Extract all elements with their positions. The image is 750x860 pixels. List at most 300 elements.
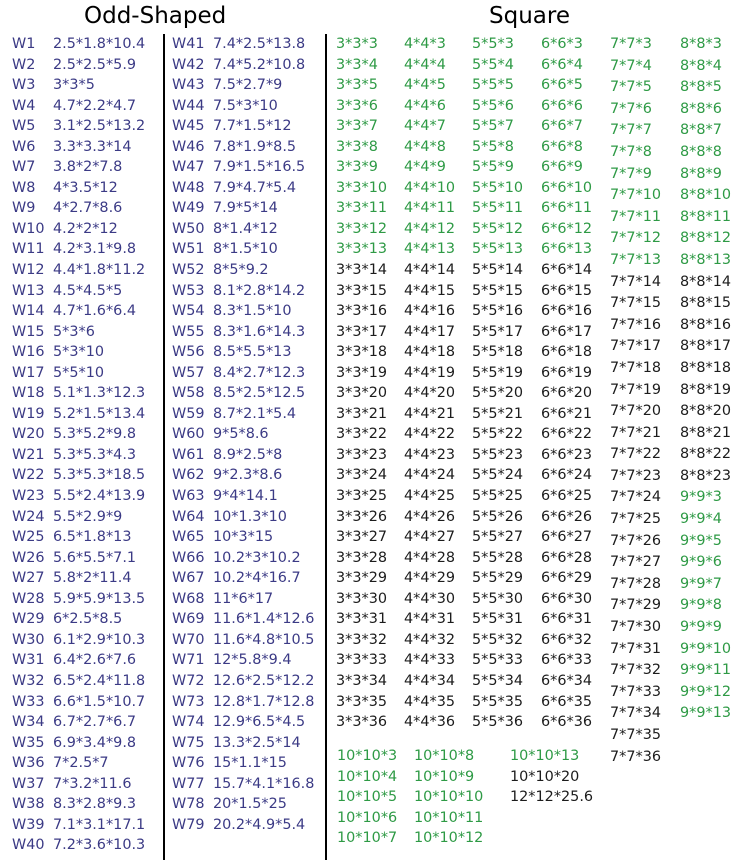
square-size-cell: 4*4*11 — [404, 200, 456, 217]
square-size-cell: 3*3*30 — [336, 590, 388, 607]
square-size-cell: 5*5*32 — [472, 631, 524, 648]
odd-shaped-row — [12, 363, 145, 384]
square-size-cell: 4*4*22 — [404, 426, 456, 443]
square-size-cell: 7*7*28 — [610, 575, 662, 592]
square-size-cell: 10*10*13 — [510, 748, 580, 764]
square-size-cell: 5*5*28 — [472, 549, 524, 566]
square-column-5 — [472, 34, 523, 733]
item-id: W18 — [12, 385, 45, 402]
square-size-cell: 8*8*18 — [680, 359, 732, 376]
item-id: W13 — [12, 282, 45, 299]
square-column-8-9 — [680, 34, 731, 725]
item-id: W11 — [12, 241, 45, 258]
square-size-cell: 4*4*21 — [404, 405, 456, 422]
square-size-cell: 6*6*35 — [541, 693, 593, 710]
item-dimensions: 10.2*4*16.7 — [213, 570, 301, 587]
item-dimensions: 8.1*2.8*14.2 — [213, 282, 306, 299]
item-id: W26 — [12, 549, 45, 566]
square-size-cell: 4*4*24 — [404, 467, 456, 484]
square-size-cell: 7*7*14 — [610, 273, 662, 290]
odd-shaped-row — [172, 774, 314, 795]
square-size-cell: 8*8*15 — [680, 295, 732, 312]
item-id: W2 — [12, 56, 36, 73]
item-id: W70 — [172, 631, 205, 648]
square-size-cell: 4*4*26 — [404, 508, 456, 525]
item-dimensions: 12.8*1.7*12.8 — [213, 693, 315, 710]
item-dimensions: 5.3*5.3*18.5 — [53, 467, 146, 484]
square-size-cell: 10*10*4 — [337, 768, 398, 785]
item-dimensions: 3.3*3.3*14 — [53, 138, 132, 155]
square-size-cell: 7*7*35 — [610, 727, 662, 743]
square-size-cell: 10*10*12 — [414, 830, 484, 847]
square-size-cell: 6*6*26 — [541, 508, 593, 525]
item-id: W31 — [12, 652, 45, 669]
square-size-cell: 5*5*13 — [472, 241, 524, 258]
square-size-cell: 6*6*6 — [541, 97, 583, 114]
item-id: W75 — [172, 734, 205, 751]
square-size-cell: 4*4*32 — [404, 631, 456, 648]
square-size-cell: 6*6*18 — [541, 344, 593, 361]
item-dimensions: 5*5*10 — [53, 364, 105, 381]
square-size-cell: 9*9*12 — [680, 683, 732, 700]
square-size-cell: 6*6*27 — [541, 529, 593, 546]
odd-shaped-row — [12, 507, 145, 528]
odd-shaped-row — [12, 650, 145, 671]
odd-shaped-row — [12, 342, 145, 363]
item-dimensions: 13.3*2.5*14 — [213, 734, 301, 751]
odd-shaped-row — [172, 671, 314, 692]
item-dimensions: 4.2*3.1*9.8 — [53, 241, 137, 258]
square-size-cell: 4*4*4 — [404, 56, 446, 73]
item-dimensions: 4.5*4.5*5 — [53, 282, 123, 299]
odd-shaped-row — [12, 465, 145, 486]
square-size-cell: 6*6*19 — [541, 364, 593, 381]
square-size-cell: 7*7*5 — [610, 79, 652, 96]
item-id: W55 — [172, 323, 205, 340]
square-size-cell: 6*6*5 — [541, 77, 583, 94]
item-dimensions: 5.3*5.2*9.8 — [53, 426, 137, 443]
square-size-cell: 5*5*29 — [472, 570, 524, 587]
square-size-cell: 5*5*26 — [472, 508, 524, 525]
item-dimensions: 8.3*1.6*14.3 — [213, 323, 306, 340]
square-size-cell: 5*5*25 — [472, 488, 524, 505]
square-size-cell: 3*3*16 — [336, 303, 388, 320]
square-size-cell: 5*5*24 — [472, 467, 524, 484]
square-size-cell: 5*5*27 — [472, 529, 524, 546]
square-size-cell: 9*9*10 — [680, 640, 732, 657]
odd-shaped-row — [12, 178, 145, 199]
square-size-cell: 3*3*14 — [336, 262, 388, 279]
square-size-cell: 6*6*34 — [541, 672, 593, 689]
square-size-cell: 7*7*30 — [610, 619, 662, 636]
square-size-cell: 4*4*27 — [404, 529, 456, 546]
item-id: W46 — [172, 138, 205, 155]
square-size-cell: 3*3*27 — [336, 529, 388, 546]
item-id: W27 — [12, 570, 45, 587]
square-size-cell: 7*7*6 — [610, 100, 652, 117]
square-size-cell: 10*10*8 — [414, 748, 475, 764]
square-size-cell: 6*6*8 — [541, 138, 583, 155]
square-size-cell: 10*10*5 — [337, 789, 398, 806]
square-size-cell: 7*7*16 — [610, 316, 662, 333]
square-size-cell: 3*3*31 — [336, 611, 388, 628]
square-size-cell: 6*6*32 — [541, 631, 593, 648]
odd-shaped-row — [172, 260, 314, 281]
item-id: W33 — [12, 693, 45, 710]
square-size-cell: 9*9*4 — [680, 511, 722, 528]
square-size-cell: 4*4*29 — [404, 570, 456, 587]
item-id: W73 — [172, 693, 205, 710]
item-dimensions: 6.5*2.4*11.8 — [53, 672, 146, 689]
item-id: W71 — [172, 652, 205, 669]
odd-shaped-row — [172, 96, 314, 117]
square-size-cell: 6*6*13 — [541, 241, 593, 258]
square-size-cell: 4*4*35 — [404, 693, 456, 710]
odd-shaped-row — [12, 281, 145, 302]
square-column-6 — [541, 34, 592, 733]
square-size-cell: 7*7*20 — [610, 403, 662, 420]
square-size-cell: 5*5*11 — [472, 200, 524, 217]
square-size-cell: 6*6*22 — [541, 426, 593, 443]
item-id: W40 — [12, 837, 45, 854]
square-size-cell: 4*4*8 — [404, 138, 446, 155]
square-size-cell: 6*6*15 — [541, 282, 593, 299]
square-size-cell: 7*7*24 — [610, 489, 662, 506]
square-size-cell: 7*7*18 — [610, 359, 662, 376]
square-size-cell: 4*4*12 — [404, 220, 456, 237]
square-size-cell: 10*10*3 — [337, 748, 398, 764]
odd-shaped-row — [12, 75, 145, 96]
item-id: W12 — [12, 262, 45, 279]
square-size-cell: 5*5*33 — [472, 652, 524, 669]
odd-shaped-row — [172, 219, 314, 240]
odd-shaped-row — [12, 753, 145, 774]
odd-shaped-row — [12, 815, 145, 836]
item-dimensions: 6.1*2.9*10.3 — [53, 631, 146, 648]
item-id: W78 — [172, 796, 205, 813]
square-size-cell: 3*3*20 — [336, 385, 388, 402]
square-size-cell: 7*7*26 — [610, 532, 662, 549]
square-size-cell: 3*3*7 — [336, 118, 378, 135]
square-size-cell: 3*3*26 — [336, 508, 388, 525]
item-dimensions: 15.7*4.1*16.8 — [213, 775, 315, 792]
item-dimensions: 7.4*5.2*10.8 — [213, 56, 306, 73]
odd-shaped-row — [12, 794, 145, 815]
square-size-cell: 9*9*6 — [680, 554, 722, 571]
item-id: W37 — [12, 775, 45, 792]
square-size-cell: 5*5*21 — [472, 405, 524, 422]
square-size-cell: 10*10*11 — [414, 809, 484, 826]
square-header: Square — [489, 3, 570, 29]
odd-shaped-row — [172, 178, 314, 199]
square-size-cell: 3*3*21 — [336, 405, 388, 422]
square-size-cell: 8*8*9 — [680, 165, 722, 182]
square-size-cell: 5*5*4 — [472, 56, 514, 73]
item-id: W10 — [12, 220, 45, 237]
item-id: W58 — [172, 385, 205, 402]
odd-shaped-row — [12, 733, 145, 754]
square-size-cell: 4*4*5 — [404, 77, 446, 94]
square-size-cell: 3*3*29 — [336, 570, 388, 587]
square-size-cell: 7*7*8 — [610, 143, 652, 160]
odd-shaped-row — [12, 96, 145, 117]
item-id: W5 — [12, 118, 36, 135]
item-dimensions: 7.4*2.5*13.8 — [213, 36, 306, 52]
square-size-cell: 4*4*31 — [404, 611, 456, 628]
square-size-cell: 8*8*6 — [680, 100, 722, 117]
square-size-cell: 5*5*12 — [472, 220, 524, 237]
square-size-cell: 7*7*13 — [610, 251, 662, 268]
odd-shaped-row — [12, 404, 145, 425]
square-size-cell: 9*9*13 — [680, 705, 732, 722]
square-size-cell: 6*6*33 — [541, 652, 593, 669]
item-dimensions: 5*3*6 — [53, 323, 95, 340]
square-bottom-column-2 — [414, 746, 483, 849]
odd-shaped-column-left — [12, 34, 145, 856]
item-dimensions: 7.7*1.5*12 — [213, 118, 292, 135]
square-size-cell: 4*4*19 — [404, 364, 456, 381]
item-id: W76 — [172, 755, 205, 772]
square-size-cell: 9*9*11 — [680, 662, 732, 679]
square-size-cell: 8*8*17 — [680, 338, 732, 355]
odd-shaped-row — [12, 55, 145, 76]
item-dimensions: 3*3*5 — [53, 77, 95, 94]
square-size-cell: 4*4*17 — [404, 323, 456, 340]
square-size-cell: 7*7*10 — [610, 187, 662, 204]
square-size-cell: 10*10*20 — [510, 768, 580, 785]
item-id: W28 — [12, 590, 45, 607]
item-id: W35 — [12, 734, 45, 751]
item-dimensions: 8.3*1.5*10 — [213, 303, 292, 320]
square-size-cell: 5*5*3 — [472, 36, 514, 52]
item-dimensions: 5.6*5.5*7.1 — [53, 549, 137, 566]
odd-shaped-row — [172, 692, 314, 713]
item-id: W44 — [172, 97, 205, 114]
square-size-cell: 3*3*6 — [336, 97, 378, 114]
item-id: W64 — [172, 508, 205, 525]
odd-shaped-row — [172, 794, 314, 815]
item-id: W50 — [172, 220, 205, 237]
square-size-cell: 7*7*3 — [610, 36, 652, 52]
square-size-cell: 3*3*35 — [336, 693, 388, 710]
odd-shaped-row — [12, 445, 145, 466]
item-id: W74 — [172, 714, 205, 731]
square-size-cell: 6*6*10 — [541, 179, 593, 196]
square-size-cell: 7*7*36 — [610, 748, 662, 765]
square-size-cell: 6*6*9 — [541, 159, 583, 176]
item-dimensions: 9*5*8.6 — [213, 426, 269, 443]
item-dimensions: 5.5*2.9*9 — [53, 508, 123, 525]
odd-shaped-row — [12, 383, 145, 404]
item-id: W29 — [12, 611, 45, 628]
odd-shaped-row — [12, 835, 145, 856]
square-size-cell: 3*3*24 — [336, 467, 388, 484]
square-size-cell: 6*6*24 — [541, 467, 593, 484]
square-size-cell: 3*3*13 — [336, 241, 388, 258]
item-dimensions: 3.8*2*7.8 — [53, 159, 123, 176]
item-dimensions: 4.7*1.6*6.4 — [53, 303, 137, 320]
odd-shaped-row — [172, 753, 314, 774]
item-dimensions: 8.5*2.5*12.5 — [213, 385, 306, 402]
item-dimensions: 5.8*2*11.4 — [53, 570, 132, 587]
item-id: W57 — [172, 364, 205, 381]
square-size-cell: 7*7*9 — [610, 165, 652, 182]
odd-shaped-row — [12, 116, 145, 137]
item-dimensions: 6*2.5*8.5 — [53, 611, 123, 628]
square-size-cell: 3*3*5 — [336, 77, 378, 94]
item-dimensions: 20*1.5*25 — [213, 796, 287, 813]
square-size-cell: 8*8*7 — [680, 122, 722, 139]
square-size-cell: 9*9*3 — [680, 489, 722, 506]
square-size-cell: 6*6*16 — [541, 303, 593, 320]
item-id: W20 — [12, 426, 45, 443]
item-id: W51 — [172, 241, 205, 258]
square-size-cell: 5*5*19 — [472, 364, 524, 381]
item-dimensions: 7.8*1.9*8.5 — [213, 138, 297, 155]
item-dimensions: 12*5.8*9.4 — [213, 652, 292, 669]
odd-shaped-row — [12, 137, 145, 158]
square-size-cell: 5*5*8 — [472, 138, 514, 155]
square-size-cell: 3*3*25 — [336, 488, 388, 505]
odd-shaped-row — [172, 34, 314, 55]
odd-shaped-row — [172, 630, 314, 651]
square-size-cell: 6*6*20 — [541, 385, 593, 402]
item-id: W43 — [172, 77, 205, 94]
square-size-cell: 7*7*7 — [610, 122, 652, 139]
item-id: W52 — [172, 262, 205, 279]
item-dimensions: 6.5*1.8*13 — [53, 529, 132, 546]
square-size-cell: 7*7*23 — [610, 467, 662, 484]
square-size-cell: 12*12*25.6 — [510, 789, 594, 806]
square-size-cell: 8*8*14 — [680, 273, 732, 290]
square-size-cell: 6*6*3 — [541, 36, 583, 52]
square-size-cell: 8*8*5 — [680, 79, 722, 96]
square-size-cell: 6*6*7 — [541, 118, 583, 135]
item-id: W25 — [12, 529, 45, 546]
item-dimensions: 2.5*1.8*10.4 — [53, 36, 146, 52]
item-dimensions: 4.4*1.8*11.2 — [53, 262, 146, 279]
square-size-cell: 3*3*4 — [336, 56, 378, 73]
square-size-cell: 5*5*20 — [472, 385, 524, 402]
square-size-cell: 5*5*23 — [472, 446, 524, 463]
square-size-cell: 4*4*15 — [404, 282, 456, 299]
square-size-cell: 6*6*21 — [541, 405, 593, 422]
item-id: W36 — [12, 755, 45, 772]
square-size-cell: 5*5*18 — [472, 344, 524, 361]
square-size-cell: 3*3*22 — [336, 426, 388, 443]
odd-shaped-row — [172, 55, 314, 76]
square-size-cell: 8*8*23 — [680, 467, 732, 484]
item-dimensions: 6.4*2.6*7.6 — [53, 652, 137, 669]
item-id: W14 — [12, 303, 45, 320]
odd-shaped-row — [12, 692, 145, 713]
square-size-cell: 3*3*15 — [336, 282, 388, 299]
square-size-cell: 7*7*4 — [610, 57, 652, 74]
odd-shaped-row — [172, 815, 314, 836]
square-size-cell: 6*6*36 — [541, 714, 593, 731]
odd-shaped-row — [172, 157, 314, 178]
odd-shaped-row — [172, 527, 314, 548]
odd-shaped-row — [172, 486, 314, 507]
square-size-cell: 4*4*28 — [404, 549, 456, 566]
square-size-cell: 4*4*18 — [404, 344, 456, 361]
item-dimensions: 7.1*3.1*17.1 — [53, 816, 146, 833]
square-size-cell: 9*9*7 — [680, 575, 722, 592]
square-size-cell: 10*10*9 — [414, 768, 475, 785]
item-id: W3 — [12, 77, 36, 94]
odd-shaped-row — [172, 507, 314, 528]
odd-shaped-row — [12, 260, 145, 281]
odd-shaped-row — [12, 568, 145, 589]
square-size-cell: 4*4*10 — [404, 179, 456, 196]
item-dimensions: 6.9*3.4*9.8 — [53, 734, 137, 751]
odd-shaped-row — [12, 548, 145, 569]
item-dimensions: 8.9*2.5*8 — [213, 446, 283, 463]
odd-shaped-row — [12, 157, 145, 178]
square-size-cell: 8*8*4 — [680, 57, 722, 74]
square-size-cell: 5*5*16 — [472, 303, 524, 320]
odd-shaped-row — [172, 281, 314, 302]
odd-shaped-row — [12, 34, 145, 55]
square-size-cell: 4*4*36 — [404, 714, 456, 731]
square-size-cell: 3*3*3 — [336, 36, 378, 52]
square-size-cell: 4*4*14 — [404, 262, 456, 279]
odd-shaped-row — [12, 527, 145, 548]
item-dimensions: 11.6*1.4*12.6 — [213, 611, 315, 628]
odd-shaped-row — [172, 445, 314, 466]
item-dimensions: 8.7*2.1*5.4 — [213, 405, 297, 422]
item-id: W17 — [12, 364, 45, 381]
square-size-cell: 3*3*10 — [336, 179, 388, 196]
odd-shaped-row — [172, 116, 314, 137]
square-size-cell: 3*3*9 — [336, 159, 378, 176]
item-dimensions: 12.6*2.5*12.2 — [213, 672, 315, 689]
odd-shaped-row — [12, 424, 145, 445]
item-dimensions: 6.6*1.5*10.7 — [53, 693, 146, 710]
square-size-cell: 4*4*34 — [404, 672, 456, 689]
square-size-cell: 7*7*32 — [610, 662, 662, 679]
item-id: W41 — [172, 36, 205, 52]
item-dimensions: 6.7*2.7*6.7 — [53, 714, 137, 731]
odd-shaped-row — [172, 75, 314, 96]
square-size-cell: 7*7*27 — [610, 554, 662, 571]
item-dimensions: 5.1*1.3*12.3 — [53, 385, 146, 402]
square-size-cell: 6*6*17 — [541, 323, 593, 340]
square-size-cell: 4*4*13 — [404, 241, 456, 258]
item-dimensions: 9*2.3*8.6 — [213, 467, 283, 484]
square-size-cell: 7*7*12 — [610, 230, 662, 247]
odd-shaped-row — [12, 589, 145, 610]
square-size-cell: 8*8*16 — [680, 316, 732, 333]
odd-shaped-row — [12, 219, 145, 240]
odd-shaped-row — [172, 322, 314, 343]
odd-shaped-row — [172, 342, 314, 363]
item-dimensions: 7*2.5*7 — [53, 755, 109, 772]
square-size-cell: 9*9*9 — [680, 619, 722, 636]
odd-shaped-row — [172, 301, 314, 322]
square-size-cell: 7*7*29 — [610, 597, 662, 614]
square-size-cell: 6*6*14 — [541, 262, 593, 279]
item-id: W38 — [12, 796, 45, 813]
square-size-cell: 4*4*3 — [404, 36, 446, 52]
square-size-cell: 4*4*20 — [404, 385, 456, 402]
item-dimensions: 20.2*4.9*5.4 — [213, 816, 306, 833]
item-id: W16 — [12, 344, 45, 361]
square-size-cell: 4*4*25 — [404, 488, 456, 505]
square-bottom-column-3 — [510, 746, 593, 808]
odd-shaped-row — [172, 548, 314, 569]
item-dimensions: 4.7*2.2*4.7 — [53, 97, 137, 114]
